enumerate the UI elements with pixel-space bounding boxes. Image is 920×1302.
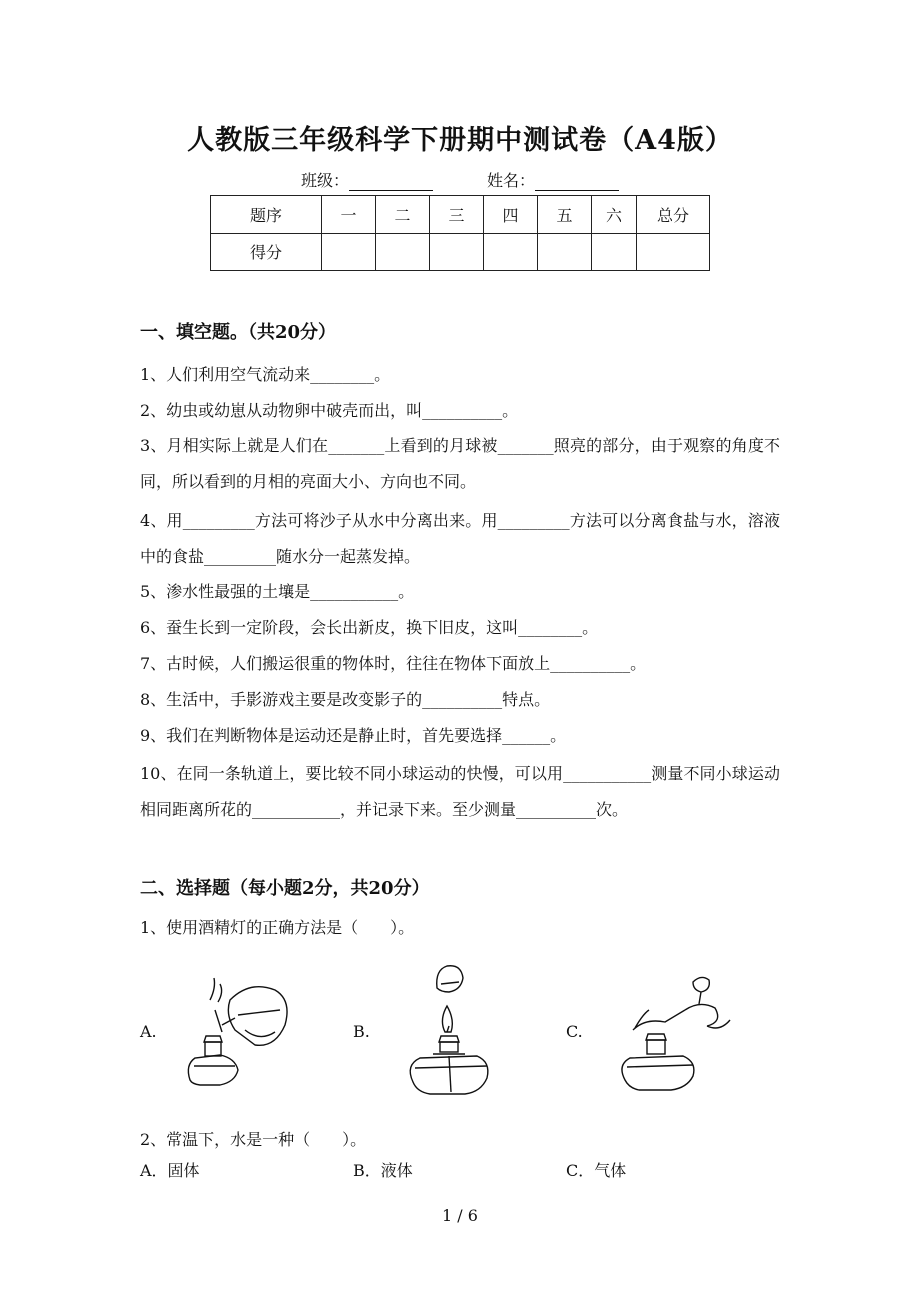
question-1-1: 1、人们利用空气流动来________。 <box>140 365 391 384</box>
score-cell <box>430 233 484 271</box>
score-cell <box>484 233 538 271</box>
score-header-cell: 五 <box>538 196 592 234</box>
score-cell <box>322 233 376 271</box>
question-1-10: 10、在同一条轨道上，要比较不同小球运动的快慢，可以用___________测量不同小球运动相同距离所花的___________，并记录下来。至少测量__________次。 <box>140 764 780 819</box>
option-c-label: C. <box>566 1022 583 1041</box>
score-header-cell: 总分 <box>637 196 710 234</box>
question-2-2: 2、常温下，水是一种（ ）。 <box>140 1130 367 1149</box>
score-header-cell: 二 <box>376 196 430 234</box>
alcohol-lamp-figures <box>140 960 780 1100</box>
section-1-heading: 一、填空题。（共20分） <box>140 322 337 343</box>
question-1-4: 4、用_________方法可将沙子从水中分离出来。用_________方法可以分离食盐与水，溶液中的食盐_________随水分一起蒸发掉。 <box>140 511 780 566</box>
score-row-label: 得分 <box>211 233 322 271</box>
page-number: 1 / 6 <box>442 1206 478 1225</box>
q2-option-b: B．液体 <box>353 1161 413 1180</box>
q2-option-c: C．气体 <box>566 1161 627 1180</box>
question-1-3: 3、月相实际上就是人们在_______上看到的月球被_______照亮的部分，由于观察的角度不同，所以看到的月相的亮面大小、方向也不同。 <box>140 436 780 491</box>
question-1-8: 8、生活中，手影游戏主要是改变影子的__________特点。 <box>140 690 551 709</box>
question-1-5: 5、渗水性最强的土壤是___________。 <box>140 582 415 601</box>
class-label: 班级： <box>300 171 349 190</box>
section-2-heading: 二、选择题（每小题2分，共20分） <box>140 878 430 899</box>
option-b-label: B. <box>353 1022 370 1041</box>
score-header-cell: 四 <box>484 196 538 234</box>
score-header-cell: 六 <box>592 196 637 234</box>
question-1-7: 7、古时候，人们搬运很重的物体时，往往在物体下面放上__________。 <box>140 654 647 673</box>
lamp-burning-with-cap-icon <box>395 960 505 1100</box>
option-a-label: A. <box>140 1022 157 1041</box>
score-cell <box>538 233 592 271</box>
score-cell <box>637 233 710 271</box>
name-label: 姓名： <box>487 171 536 190</box>
question-2-1: 1、使用酒精灯的正确方法是（ ）。 <box>140 918 415 937</box>
score-cell <box>376 233 430 271</box>
score-header-cell: 题序 <box>211 196 322 234</box>
score-header-cell: 三 <box>430 196 484 234</box>
class-blank <box>349 174 433 191</box>
q2-option-a: A．固体 <box>140 1161 200 1180</box>
score-table-header-row <box>211 196 710 234</box>
name-blank <box>535 174 619 191</box>
score-table-score-row <box>211 233 710 271</box>
score-header-cell: 一 <box>322 196 376 234</box>
score-table <box>210 195 710 271</box>
page-title: 人教版三年级科学下册期中测试卷（A4版） <box>187 125 733 156</box>
score-cell <box>592 233 637 271</box>
question-1-9: 9、我们在判断物体是运动还是静止时，首先要选择______。 <box>140 726 567 745</box>
question-1-2: 2、幼虫或幼崽从动物卵中破壳而出，叫__________。 <box>140 401 519 420</box>
lamp-lighting-from-lamp-icon <box>180 970 300 1095</box>
lamp-extinguish-icon <box>605 970 735 1095</box>
question-1-6: 6、蚕生长到一定阶段，会长出新皮，换下旧皮，这叫________。 <box>140 618 599 637</box>
student-info <box>0 168 920 191</box>
